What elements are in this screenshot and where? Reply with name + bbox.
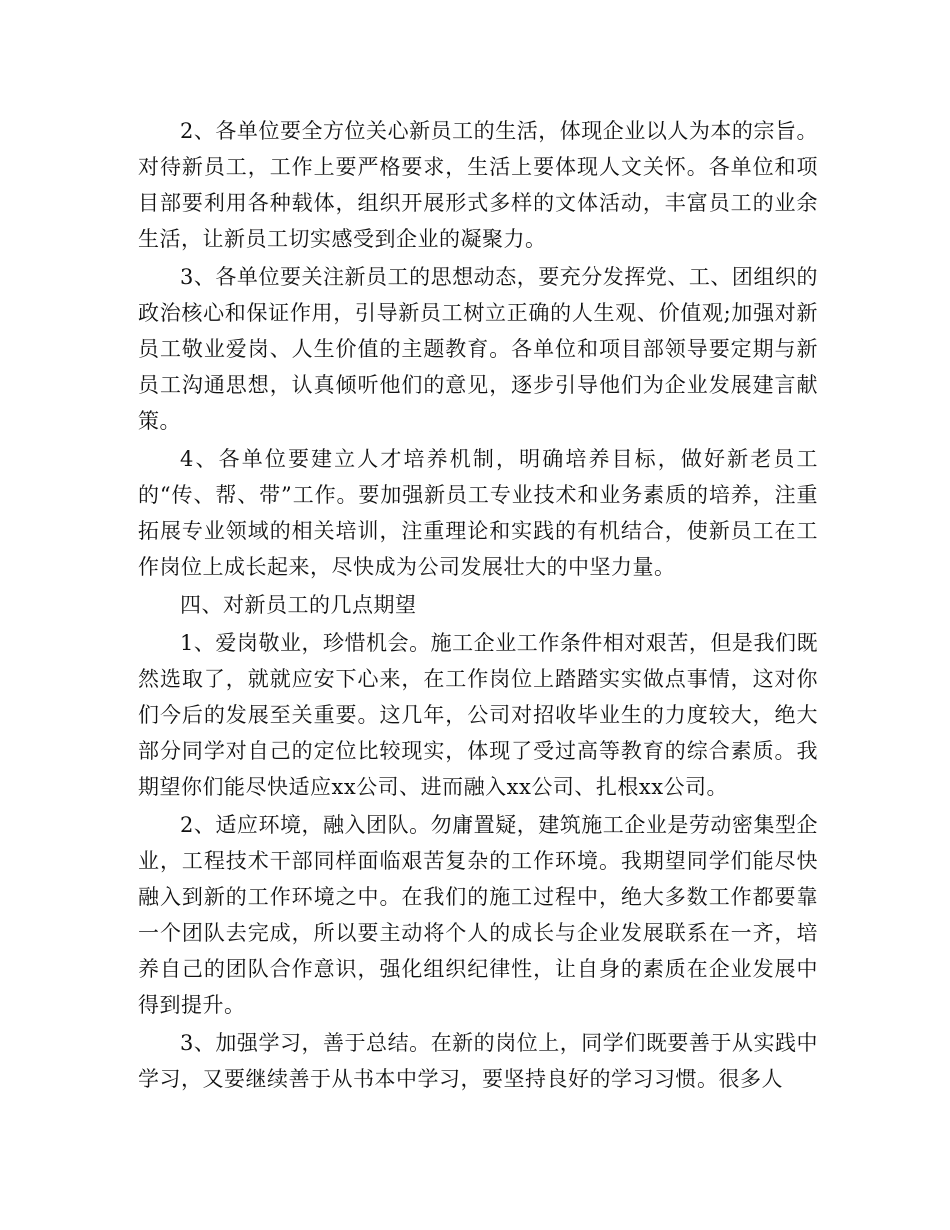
paragraph-dedication: 1、爱岗敬业，珍惜机会。施工企业工作条件相对艰苦，但是我们既然选取了，就就应安下心来，在工作岗位上踏踏实实做点事情，这对你们今后的发展至关重要。这几年，公司对招收毕业生的力度较大，绝大部分同学对自己的定位比较现实，体现了受过高等教育的综合素质。我期望你们能尽快适应xx公司、进而融入xx公司、扎根xx公司。 (138, 631, 818, 799)
paragraph-talent-training: 4、各单位要建立人才培养机制，明确培养目标，做好新老员工的“传、帮、带”工作。要加强新员工专业技术和业务素质的培养，注重拓展专业领域的相关培训，注重理论和实践的有机结合，使新员工在工作岗位上成长起来，尽快成为公司发展壮大的中坚力量。 (138, 447, 818, 579)
paragraph-unit-care: 2、各单位要全方位关心新员工的生活，体现企业以人为本的宗旨。对待新员工，工作上要严格要求，生活上要体现人文关怀。各单位和项目部要利用各种载体，组织开展形式多样的文体活动，丰富员工的业余生活，让新员工切实感受到企业的凝聚力。 (138, 119, 818, 251)
paragraph-teamwork: 2、适应环境，融入团队。勿庸置疑，建筑施工企业是劳动密集型企业，工程技术干部同样面临艰苦复杂的工作环境。我期望同学们能尽快融入到新的工作环境之中。在我们的施工过程中，绝大多数工作都要靠一个团队去完成，所以要主动将个人的成长与企业发展联系在一齐，培养自己的团队合作意识，强化组织纪律性，让自身的素质在企业发展中得到提升。 (138, 813, 818, 1017)
document-body (138, 113, 818, 1097)
section-heading-expectations: 四、对新员工的几点期望 (180, 593, 417, 617)
paragraph-learning: 3、加强学习，善于总结。在新的岗位上，同学们既要善于从实践中学习，又要继续善于从书本中学习，要坚持良好的学习习惯。很多人 (138, 1031, 818, 1091)
paragraph-ideology: 3、各单位要关注新员工的思想动态，要充分发挥党、工、团组织的政治核心和保证作用，引导新员工树立正确的人生观、价值观;加强对新员工敬业爱岗、人生价值的主题教育。各单位和项目部领导要定期与新员工沟通思想，认真倾听他们的意见，逐步引导他们为企业发展建言献策。 (138, 265, 818, 433)
